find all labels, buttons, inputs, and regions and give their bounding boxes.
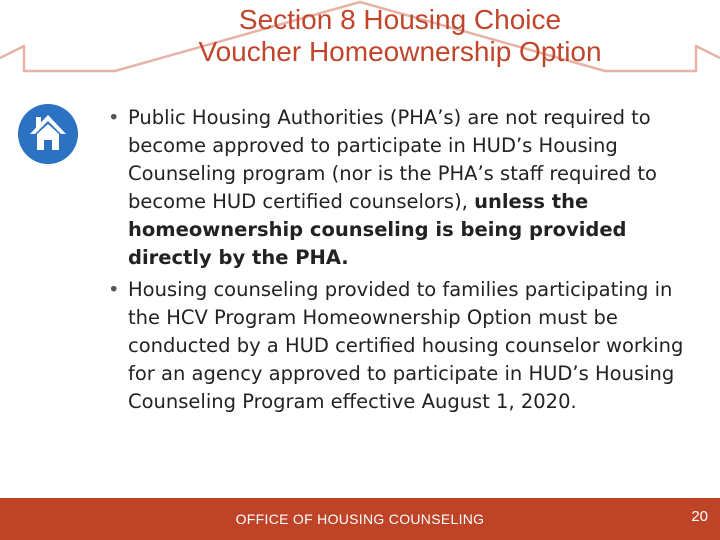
bullet-1-text: Public Housing Authorities (PHA’s) are not required to become approved to participate in HUD’s Housing Counseling program (nor is the PHA’s staff required to become HUD certified counselors), xyxy=(128,106,657,213)
page-number: 20 xyxy=(691,508,708,525)
bullet-2-text: Housing counseling provided to families participating in the HCV Program Homeownership Option must be conducted by a HUD certified housing counselor working for an agency approved to participate in HUD’s Housing Counseling Program effective August 1, 2020. xyxy=(128,278,684,413)
bullet-item-2 xyxy=(108,276,700,416)
bullet-dot: • xyxy=(108,106,120,129)
house-icon-badge xyxy=(18,104,78,164)
title-line-1: Section 8 Housing Choice xyxy=(238,4,562,35)
footer-label: OFFICE OF HOUSING COUNSELING xyxy=(235,511,485,527)
footer-bar xyxy=(0,498,720,540)
house-icon xyxy=(18,104,78,164)
bullet-list xyxy=(108,104,700,420)
bullet-dot: • xyxy=(108,278,120,301)
slide-title xyxy=(100,4,700,68)
bullet-1-bold-text: unless the homeownership counseling is being provided directly by the PHA. xyxy=(128,190,627,269)
title-line-2: Voucher Homeownership Option xyxy=(198,36,602,67)
bullet-item-1 xyxy=(108,104,700,272)
